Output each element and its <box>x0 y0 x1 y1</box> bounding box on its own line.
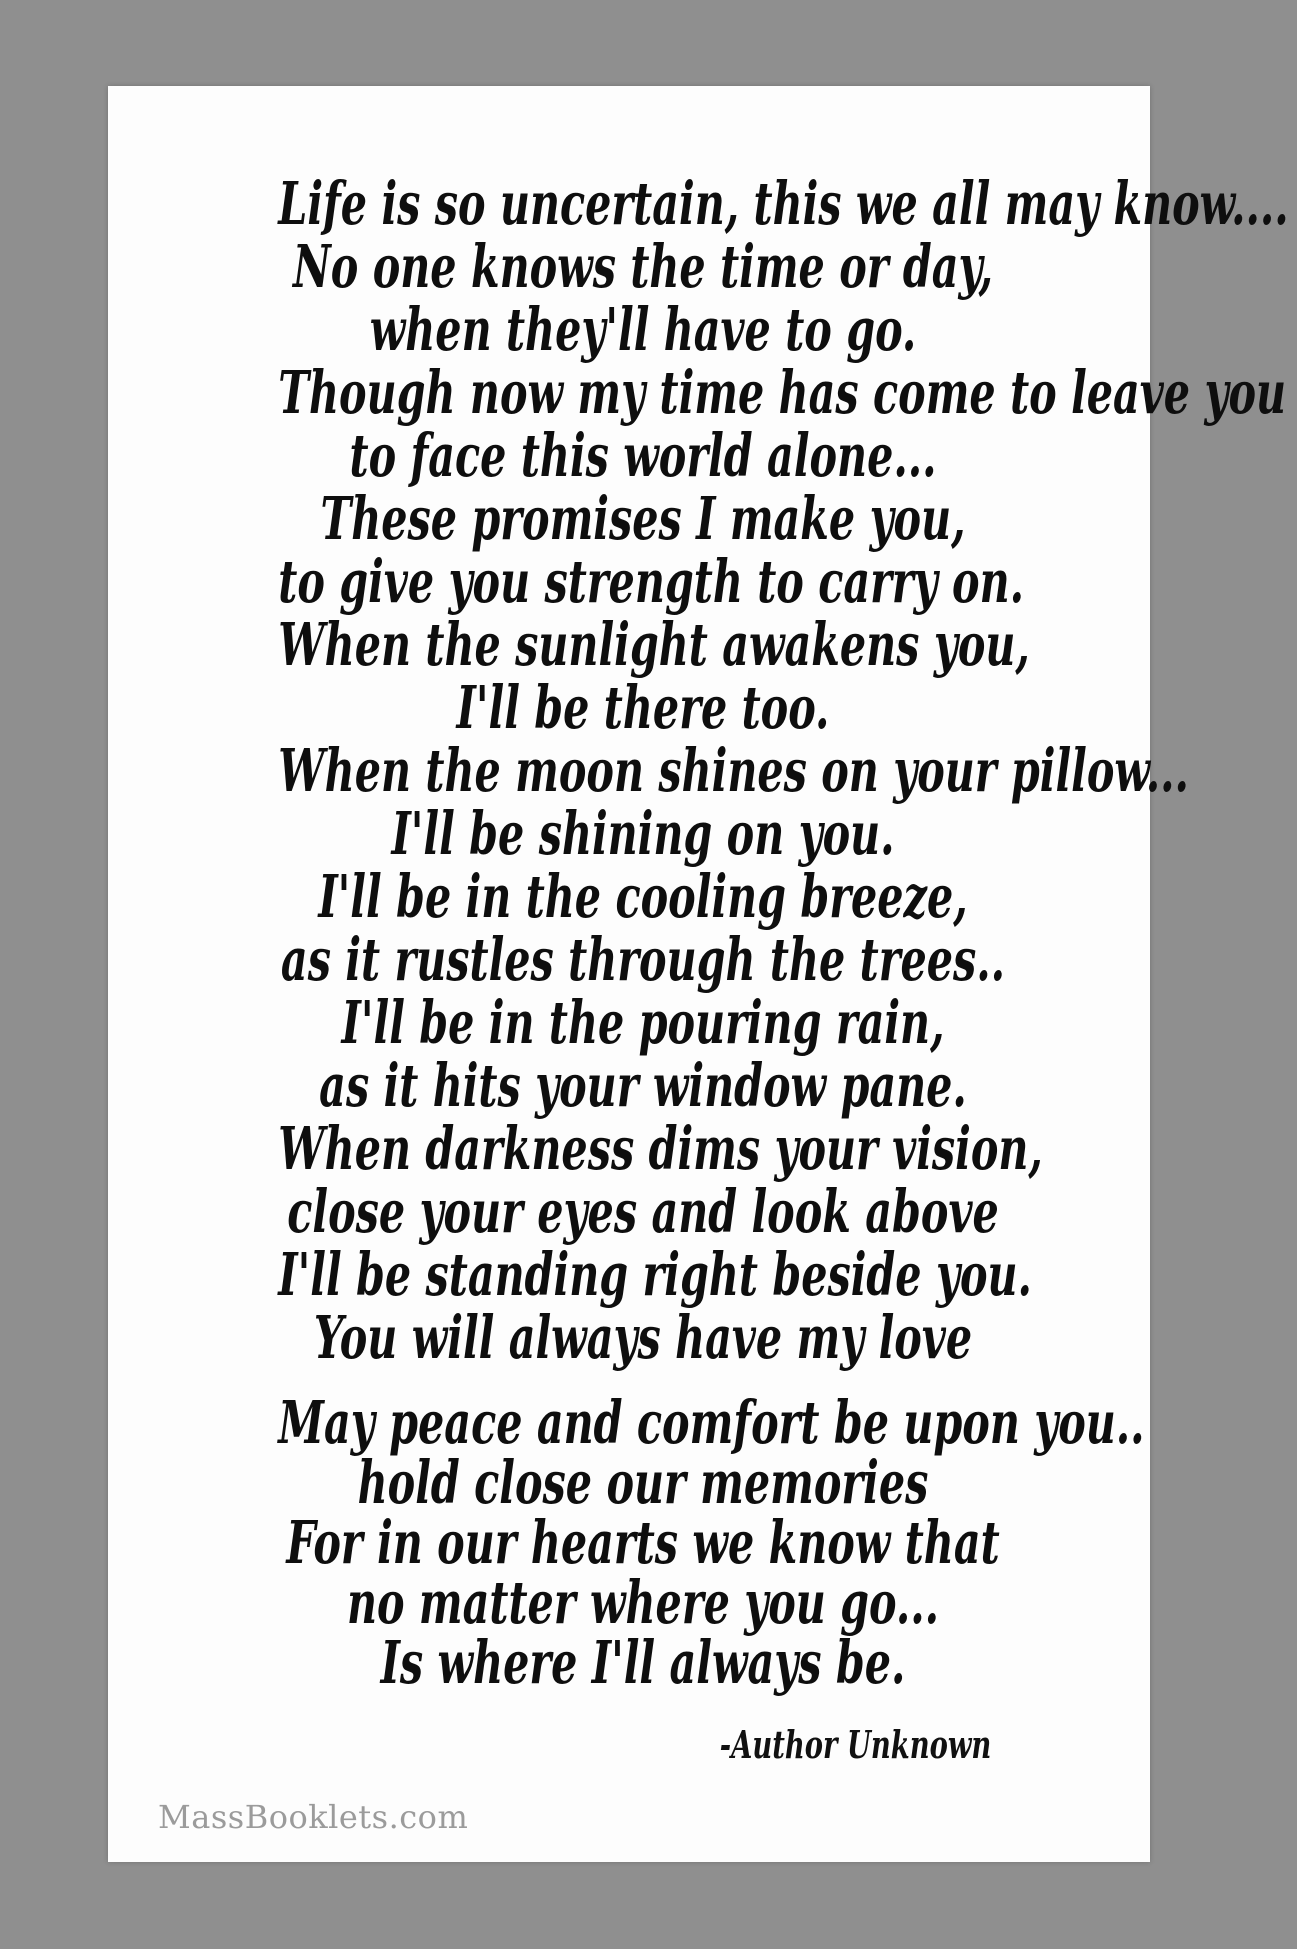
poem-line: When the sunlight awakens you, <box>278 610 1030 679</box>
poem-line: These promises I make you, <box>320 484 966 553</box>
poem-line: as it rustles through the trees.. <box>280 925 1006 994</box>
poem-line: I'll be standing right beside you. <box>278 1240 1032 1309</box>
poem-line: when they'll have to go. <box>369 295 917 364</box>
poem-line: When darkness dims your vision, <box>278 1114 1043 1183</box>
poem-line: Life is so uncertain, this we all may know.... <box>278 169 1289 238</box>
poem-line: Though now my time has come to leave you <box>278 358 1287 427</box>
poem-line: You will always have my love <box>313 1303 973 1372</box>
poem-line: I'll be in the pouring rain, <box>341 988 945 1057</box>
poem-line: For in our hearts we know that <box>286 1508 1000 1577</box>
poem-line: close your eyes and look above <box>287 1177 999 1246</box>
watermark-text: MassBooklets.com <box>158 1798 469 1836</box>
poem-stanza-1 <box>278 169 1289 1372</box>
poem-stanza-2 <box>278 1388 1145 1697</box>
poem-line: I'll be in the cooling breeze, <box>318 862 968 931</box>
poem-line: to give you strength to carry on. <box>278 547 1024 616</box>
poem-line: hold close our memories <box>357 1448 929 1517</box>
watermark <box>158 1798 468 1836</box>
poem-line: When the moon shines on your pillow... <box>278 736 1189 805</box>
poem-line: I'll be there too. <box>456 673 830 742</box>
poem-line: to face this world alone... <box>349 421 937 490</box>
poem-line: as it hits your window pane. <box>319 1051 967 1120</box>
poem-page <box>108 86 1289 1862</box>
poem-line: May peace and comfort be upon you.. <box>278 1388 1145 1457</box>
poem-line: I'll be shining on you. <box>391 799 895 868</box>
poem-text <box>278 169 1289 1697</box>
poem-line: No one knows the time or day, <box>293 232 993 301</box>
poem-line: no matter where you go... <box>346 1568 940 1637</box>
author-attribution-text: -Author Unknown <box>720 1722 992 1767</box>
author-attribution <box>641 1723 1071 1767</box>
poem-line: Is where I'll always be. <box>380 1628 906 1697</box>
